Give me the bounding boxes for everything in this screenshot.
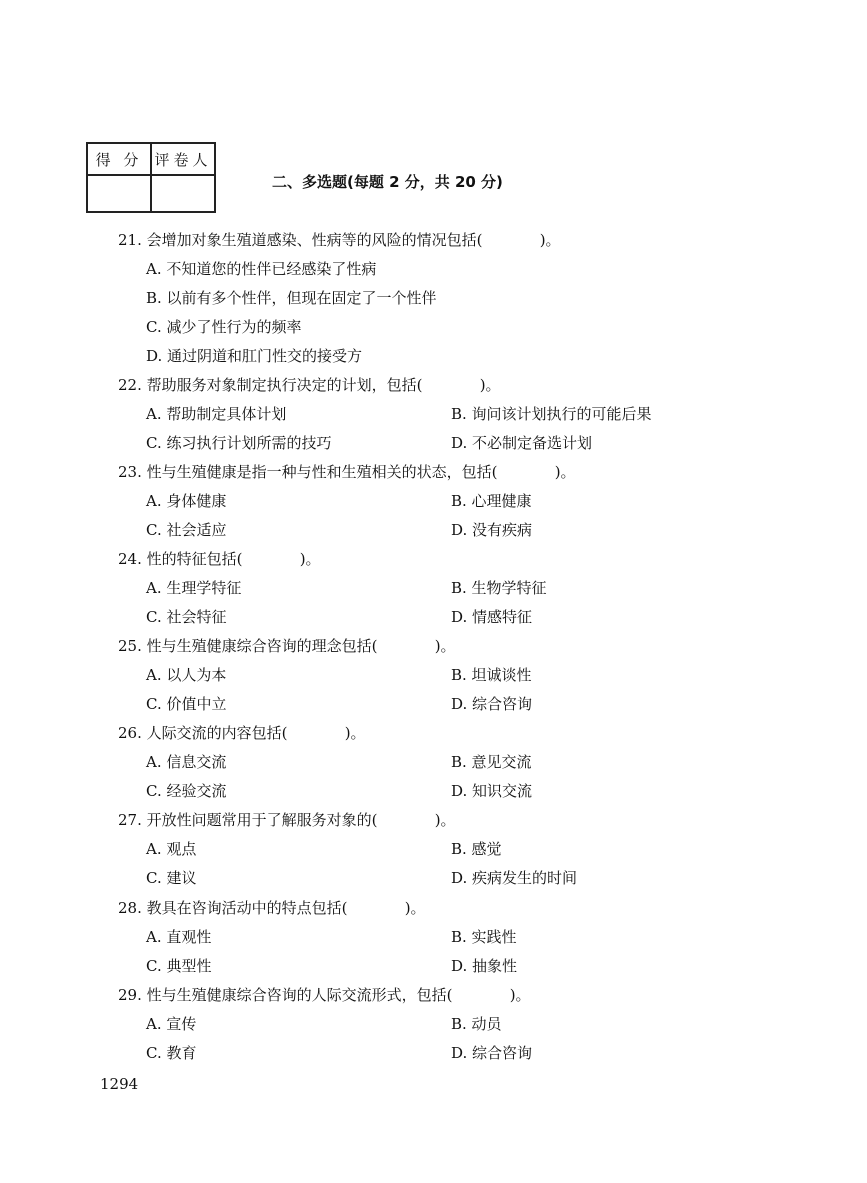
q21-option-a[interactable]: A. 不知道您的性伴已经感染了性病 [146,260,377,278]
q26-option-a[interactable]: A. 信息交流 [146,753,227,771]
score-cell[interactable] [87,175,151,212]
q26-option-b[interactable]: B. 意见交流 [451,753,532,771]
q26-option-d[interactable]: D. 知识交流 [451,782,533,800]
q22-option-c[interactable]: C. 练习执行计划所需的技巧 [146,434,332,452]
q27-option-a[interactable]: A. 观点 [146,840,197,858]
q23-option-b[interactable]: B. 心理健康 [451,492,532,510]
score-table [86,142,216,213]
q22-option-d[interactable]: D. 不必制定备选计划 [451,434,593,452]
question-27: 27. 开放性问题常用于了解服务对象的( )。 [118,811,456,829]
page-number: 1294 [100,1075,139,1093]
q27-option-c[interactable]: C. 建议 [146,869,197,887]
question-24: 24. 性的特征包括( )。 [118,550,321,568]
q26-option-c[interactable]: C. 经验交流 [146,782,227,800]
q24-option-d[interactable]: D. 情感特征 [451,608,533,626]
question-28: 28. 教具在咨询活动中的特点包括( )。 [118,899,426,917]
q25-option-d[interactable]: D. 综合咨询 [451,695,533,713]
question-23: 23. 性与生殖健康是指一种与性和生殖相关的状态，包括( )。 [118,463,576,481]
q23-option-d[interactable]: D. 没有疾病 [451,521,533,539]
question-21: 21. 会增加对象生殖道感染、性病等的风险的情况包括( )。 [118,231,561,249]
q28-option-d[interactable]: D. 抽象性 [451,957,518,975]
q24-option-b[interactable]: B. 生物学特征 [451,579,547,597]
q28-option-a[interactable]: A. 直观性 [146,928,212,946]
question-25: 25. 性与生殖健康综合咨询的理念包括( )。 [118,637,456,655]
q29-option-a[interactable]: A. 宣传 [146,1015,197,1033]
q28-option-c[interactable]: C. 典型性 [146,957,212,975]
q21-option-c[interactable]: C. 减少了性行为的频率 [146,318,302,336]
question-22: 22. 帮助服务对象制定执行决定的计划，包括( )。 [118,376,501,394]
q29-option-c[interactable]: C. 教育 [146,1044,197,1062]
grader-header: 评卷人 [151,143,215,175]
q29-option-d[interactable]: D. 综合咨询 [451,1044,533,1062]
q23-option-a[interactable]: A. 身体健康 [146,492,227,510]
q27-option-b[interactable]: B. 感觉 [451,840,502,858]
q21-option-d[interactable]: D. 通过阴道和肛门性交的接受方 [146,347,363,365]
q29-option-b[interactable]: B. 动员 [451,1015,502,1033]
q23-option-c[interactable]: C. 社会适应 [146,521,227,539]
q25-option-b[interactable]: B. 坦诚谈性 [451,666,532,684]
question-26: 26. 人际交流的内容包括( )。 [118,724,366,742]
score-header: 得 分 [87,143,151,175]
q21-option-b[interactable]: B. 以前有多个性伴，但现在固定了一个性伴 [146,289,437,307]
question-29: 29. 性与生殖健康综合咨询的人际交流形式，包括( )。 [118,986,531,1004]
q22-option-b[interactable]: B. 询问该计划执行的可能后果 [451,405,652,423]
q22-option-a[interactable]: A. 帮助制定具体计划 [146,405,287,423]
q24-option-a[interactable]: A. 生理学特征 [146,579,242,597]
q25-option-a[interactable]: A. 以人为本 [146,666,227,684]
q27-option-d[interactable]: D. 疾病发生的时间 [451,869,578,887]
q25-option-c[interactable]: C. 价值中立 [146,695,227,713]
grader-cell[interactable] [151,175,215,212]
q28-option-b[interactable]: B. 实践性 [451,928,517,946]
section-title: 二、多选题(每题 2 分，共 20 分) [272,173,503,191]
q24-option-c[interactable]: C. 社会特征 [146,608,227,626]
